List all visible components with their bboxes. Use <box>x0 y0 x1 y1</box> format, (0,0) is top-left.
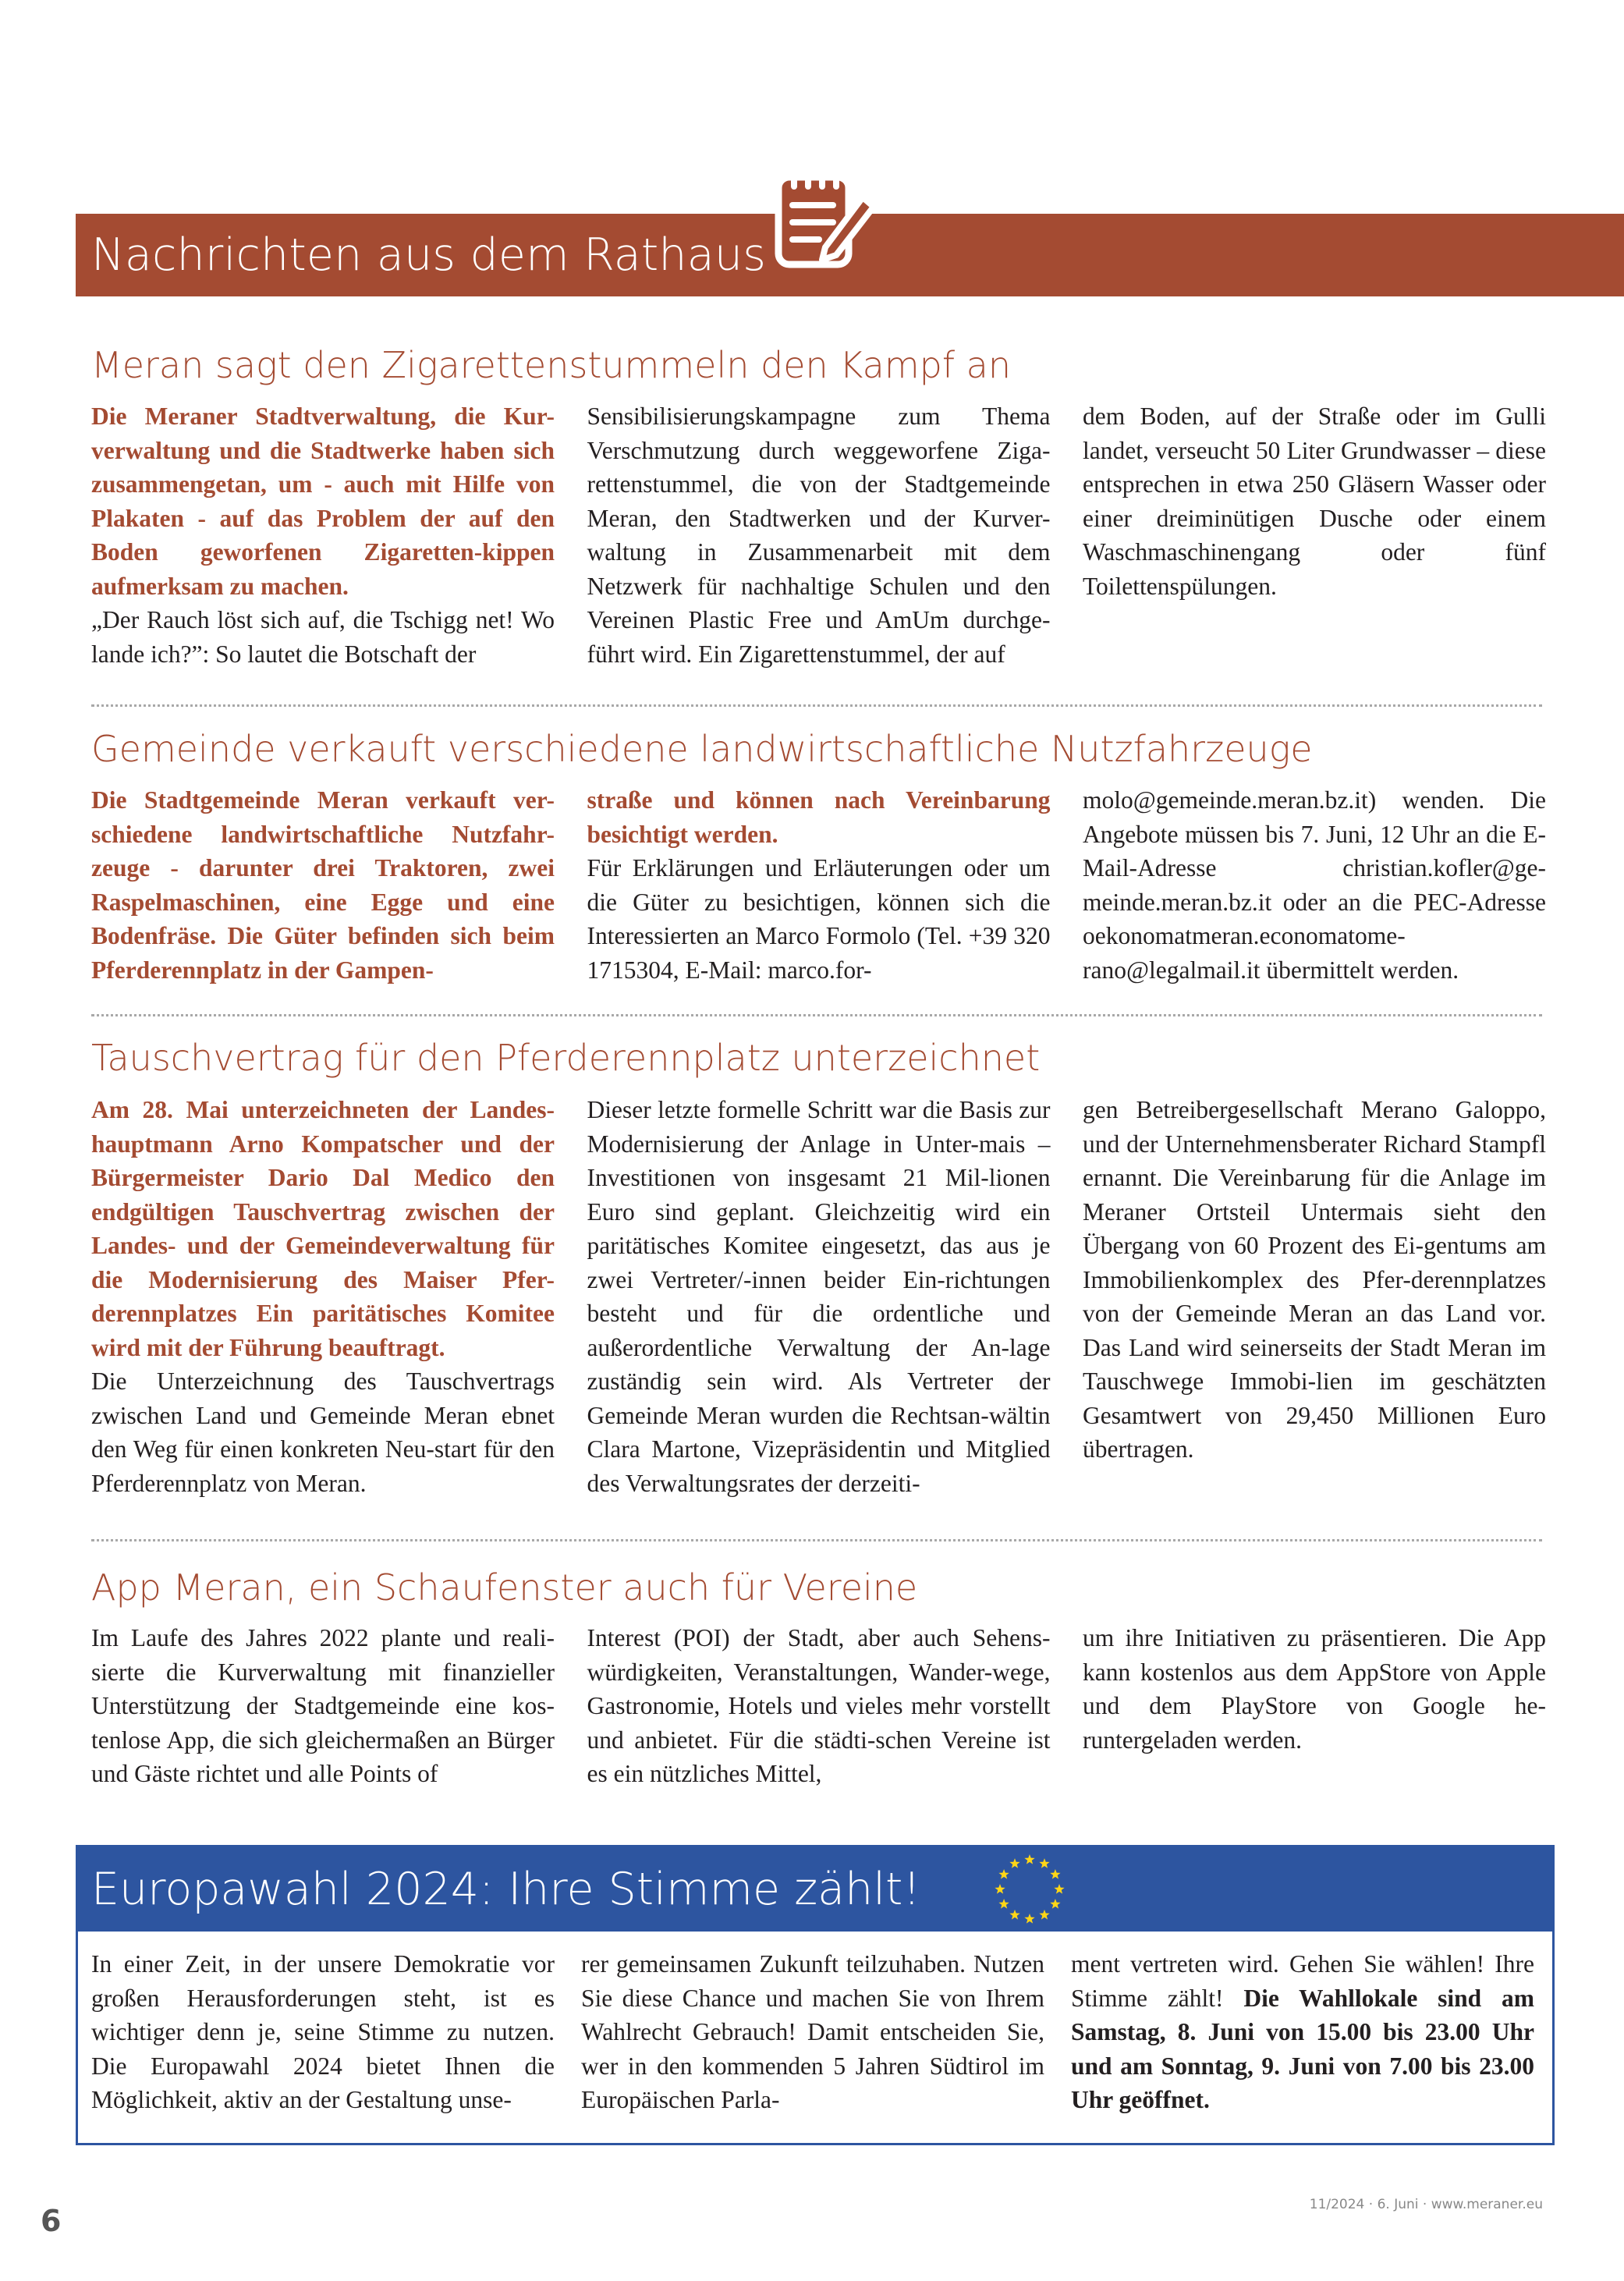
article-text: Die Unterzeichnung des Tauschvertrags zwischen Land und Gemeinde Meran ebnet den Weg für einen konkreten Neu-start für den Pferderennplatz von Meran. <box>91 1368 555 1497</box>
page-number: 6 <box>41 2204 62 2238</box>
article-column <box>91 399 555 671</box>
article-text: Für Erklärungen und Erläuterungen oder um die Güter zu besichtigen, können sich die Interessierten an Marco Formolo (Tel. +39 320 1715304, E-Mail: marco.for- <box>587 854 1051 984</box>
article-body-nutzfahrzeuge <box>91 783 1546 987</box>
europawahl-body <box>91 1947 1534 2117</box>
article-column <box>1083 399 1546 671</box>
article-column <box>587 1621 1051 1791</box>
section-divider <box>91 1539 1542 1541</box>
article-lead: straße und können nach Vereinbarung besichtigt werden. <box>587 786 1051 848</box>
article-headline-tauschvertrag: Tauschvertrag für den Pferderennplatz unterzeichnet <box>91 1037 1041 1079</box>
article-body-tauschvertrag <box>91 1093 1546 1500</box>
article-column <box>1083 1093 1546 1500</box>
europawahl-text: ment vertreten wird. Gehen Sie wählen! Ihre Stimme zählt! <box>1071 1950 1534 2012</box>
section-divider <box>91 704 1542 707</box>
europawahl-header-band <box>78 1847 1552 1932</box>
article-text: Interest (POI) der Stadt, aber auch Sehens-würdigkeiten, Veranstaltungen, Wander-wege, Gastronomie, Hotels und vieles mehr vorstellt und anbietet. Für die städti-schen Vereine ist es ein nützliches Mittel, <box>587 1624 1051 1787</box>
article-headline-app-meran: App Meran, ein Schaufenster auch für Vereine <box>91 1566 918 1609</box>
europawahl-opening-hours: Die Wahllokale sind am Samstag, 8. Juni von 15.00 bis 23.00 Uhr und am Sonntag, 9. Juni von 7.00 bis 23.00 Uhr geöffnet. <box>1071 1984 1534 2113</box>
article-column <box>587 399 1051 671</box>
europawahl-column <box>1071 1947 1534 2117</box>
notepad-pencil-icon <box>764 160 881 277</box>
europawahl-column <box>91 1947 555 2117</box>
europawahl-text: In einer Zeit, in der unsere Demokratie vor großen Herausforderungen steht, ist es wichtiger denn je, seine Stimme zu nutzen. Die Europawahl 2024 bietet Ihnen die Möglichkeit, aktiv an der Gestaltung unse- <box>91 1950 555 2113</box>
eu-flag-icon <box>991 1847 1209 1932</box>
article-column <box>1083 783 1546 987</box>
europawahl-text: rer gemeinsamen Zukunft teilzuhaben. Nutzen Sie diese Chance und machen Sie von Ihrem Wahlrecht Gebrauch! Damit entscheiden Sie, wer in den kommenden 5 Jahren Südtirol im Europäischen Parla- <box>581 1950 1044 2113</box>
europawahl-title: Europawahl 2024: Ihre Stimme zählt! <box>91 1864 921 1915</box>
article-lead: Die Meraner Stadtverwaltung, die Kur-verwaltung und die Stadtwerke haben sich zusammengetan, um - auch mit Hilfe von Plakaten - auf das Problem der auf den Boden geworfenen Zigaretten-kippen aufmerksam zu machen. <box>91 403 555 600</box>
article-text: um ihre Initiativen zu präsentieren. Die App kann kostenlos aus dem AppStore von Apple und dem PlayStore von Google he-runtergeladen werden. <box>1083 1624 1546 1754</box>
article-text: dem Boden, auf der Straße oder im Gulli landet, verseucht 50 Liter Grundwasser – diese entsprechen in etwa 250 Gläsern Wasser oder einer dreiminütigen Dusche oder einem Waschmaschinengang oder fünf Toilettenspülungen. <box>1083 403 1546 600</box>
europawahl-column <box>581 1947 1044 2117</box>
article-text: Sensibilisierungskampagne zum Thema Verschmutzung durch weggeworfene Ziga-rettenstummel, die von der Stadtgemeinde Meran, den Stadtwerken und der Kurver-waltung in Zusammenarbeit mit dem Netzwerk für nachhaltige Schulen und den Vereinen Plastic Free und AmUm durchge-führt wird. Ein Zigarettenstummel, der auf <box>587 403 1051 668</box>
article-column <box>587 783 1051 987</box>
article-column <box>1083 1621 1546 1791</box>
article-text: „Der Rauch löst sich auf, die Tschigg net! Wo lande ich?”: So lautet die Botschaft der <box>91 606 555 668</box>
article-text: gen Betreibergesellschaft Merano Galoppo, und der Unternehmensberater Richard Stampfl ernannt. Die Vereinbarung für die Anlage im Meraner Ortsteil Untermais sieht den Übergang von 60 Prozent des Ei-gentums am Immobilienkomplex des Pfer-derennplatzes von der Gemeinde Meran an das Land vor. Das Land wird seinerseits der Stadt Meran im Tauschwege Immobi-lien im geschätzten Gesamtwert von 29,450 Millionen Euro übertragen. <box>1083 1096 1546 1463</box>
article-lead: Die Stadtgemeinde Meran verkauft ver-schiedene landwirtschaftliche Nutzfahr-zeuge - darunter drei Traktoren, zwei Raspelmaschinen, eine Egge und eine Bodenfräse. Die Güter befinden sich beim Pferderennplatz in der Gampen- <box>91 786 555 984</box>
article-headline-zigaretten: Meran sagt den Zigarettenstummeln den Kampf an <box>91 344 1011 386</box>
europawahl-box <box>76 1845 1555 2145</box>
article-column <box>91 1093 555 1500</box>
footer-issue-info: 11/2024 · 6. Juni · www.meraner.eu <box>1309 2197 1543 2212</box>
article-headline-nutzfahrzeuge: Gemeinde verkauft verschiedene landwirtschaftliche Nutzfahrzeuge <box>91 728 1313 770</box>
article-body-zigaretten <box>91 399 1546 671</box>
article-column <box>587 1093 1051 1500</box>
article-text: molo@gemeinde.meran.bz.it) wenden. Die Angebote müssen bis 7. Juni, 12 Uhr an die E-Mail-Adresse christian.kofler@ge-meinde.meran.bz.it oder an die PEC-Adresse oekonomatmeran.economatome-rano@legalmail.it übermittelt werden. <box>1083 786 1546 984</box>
section-divider <box>91 1014 1542 1016</box>
article-column <box>91 783 555 987</box>
article-column <box>91 1621 555 1791</box>
article-body-app-meran <box>91 1621 1546 1791</box>
article-text: Im Laufe des Jahres 2022 plante und reali-sierte die Kurverwaltung mit finanzieller Unterstützung der Stadtgemeinde eine kos-tenlose App, die sich gleichermaßen an Bürger und Gäste richtet und alle Points of <box>91 1624 555 1787</box>
article-text: Dieser letzte formelle Schritt war die Basis zur Modernisierung der Anlage in Unter-mais – Investitionen von insgesamt 21 Mil-lionen Euro sind geplant. Gleichzeitig wird ein paritätisches Komitee eingesetzt, das aus je zwei Vertreter/-innen beider Ein-richtungen besteht und für die ordentliche und außerordentliche Verwaltung der An-lage zuständig sein wird. Als Vertreter der Gemeinde Meran wurden die Rechtsan-wältin Clara Martone, Vizepräsidentin und Mitglied des Verwaltungsrates der derzeiti- <box>587 1096 1051 1497</box>
section-title: Nachrichten aus dem Rathaus <box>91 229 767 281</box>
article-lead: Am 28. Mai unterzeichneten der Landes-hauptmann Arno Kompatscher und der Bürgermeister Dario Dal Medico den endgültigen Tauschvertrag zwischen der Landes- und der Gemeindeverwaltung für die Modernisierung des Maiser Pfer-derennplatzes Ein paritätisches Komitee wird mit der Führung beauftragt. <box>91 1096 555 1361</box>
